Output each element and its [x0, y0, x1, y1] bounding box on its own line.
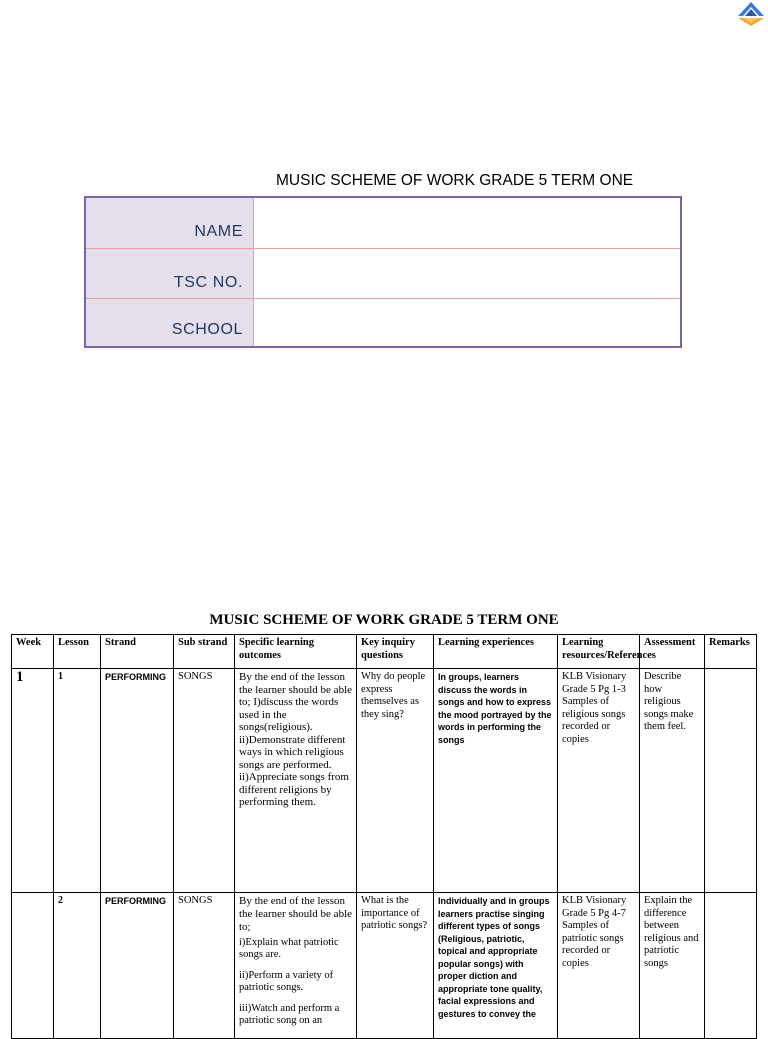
col-week: Week: [12, 635, 54, 669]
questions-cell: What is the importance of patriotic songs?: [357, 893, 434, 1039]
experiences-cell: In groups, learners discuss the words in songs and how to express the mood portrayed by the words in performing the songs: [434, 669, 558, 893]
sub-strand-cell: SONGS: [174, 669, 235, 893]
col-questions: Key inquiry questions: [357, 635, 434, 669]
questions-cell: Why do people express themselves as they sing?: [357, 669, 434, 893]
teacher-info-box: [84, 196, 682, 348]
stacked-triangles-logo-icon: [736, 0, 766, 28]
outcomes-intro: By the end of the lesson the learner should be able to;: [239, 895, 353, 934]
table-row: [12, 669, 757, 893]
col-lesson: Lesson: [54, 635, 101, 669]
strand-cell: PERFORMING: [101, 893, 174, 1039]
remarks-cell: [705, 669, 757, 893]
col-experiences: Learning experiences: [434, 635, 558, 669]
table-header-row: [12, 635, 757, 669]
strand-cell: PERFORMING: [101, 669, 174, 893]
experiences-cell: Individually and in groups learners practise singing different types of songs (Religious, patriotic, topical and appropriate popular songs) with proper diction and appropriate tone quality, facial expressions and gestures to convey the: [434, 893, 558, 1039]
week-cell: 1: [12, 669, 54, 893]
week-cell: [12, 893, 54, 1039]
col-resources: Learning resources/References: [558, 635, 640, 669]
school-label-cell: [86, 299, 254, 346]
scheme-of-work-table: [11, 634, 757, 1039]
tsc-row: [86, 249, 680, 299]
tsc-field[interactable]: [254, 249, 680, 299]
outcome-item: iii)Watch and perform a patriotic song on an: [239, 1002, 340, 1027]
col-remarks: Remarks: [705, 635, 757, 669]
outcome-item: i)Explain what patriotic songs are.: [239, 936, 339, 961]
name-label: NAME: [194, 223, 243, 240]
lesson-cell: 1: [54, 669, 101, 893]
assessment-cell: Explain the difference between religious and patriotic songs: [640, 893, 705, 1039]
scheme-title: MUSIC SCHEME OF WORK GRADE 5 TERM ONE: [209, 612, 559, 628]
tsc-label-cell: [86, 249, 254, 299]
col-sub-strand: Sub strand: [174, 635, 235, 669]
col-strand: Strand: [101, 635, 174, 669]
resources-cell: KLB Visionary Grade 5 Pg 1-3 Samples of religious songs recorded or copies: [558, 669, 640, 893]
resources-cell: KLB Visionary Grade 5 Pg 4-7 Samples of patriotic songs recorded or copies: [558, 893, 640, 1039]
name-label-cell: [86, 198, 254, 248]
school-row: [86, 299, 680, 346]
assessment-cell: Describe how religious songs make them feel.: [640, 669, 705, 893]
tsc-label: TSC NO.: [173, 274, 243, 291]
outcomes-cell: By the end of the lesson the learner should be able to; I)discuss the words used in the songs(religious). ii)Demonstrate different ways in which religious songs are performed. ii)Appreciate songs from different religions by performing them.: [235, 669, 357, 893]
col-assessment: Assessment: [640, 635, 705, 669]
remarks-cell: [705, 893, 757, 1039]
name-row: [86, 198, 680, 248]
outcomes-cell: [235, 893, 357, 1039]
school-label: SCHOOL: [171, 321, 243, 338]
lesson-cell: 2: [54, 893, 101, 1039]
name-field[interactable]: [254, 198, 680, 248]
outcome-item: ii)Perform a variety of patriotic songs.: [239, 969, 334, 994]
school-field[interactable]: [254, 299, 680, 346]
table-row: [12, 893, 757, 1039]
sub-strand-cell: SONGS: [174, 893, 235, 1039]
cover-title: MUSIC SCHEME OF WORK GRADE 5 TERM ONE: [276, 172, 634, 189]
col-outcomes: Specific learning outcomes: [235, 635, 357, 669]
